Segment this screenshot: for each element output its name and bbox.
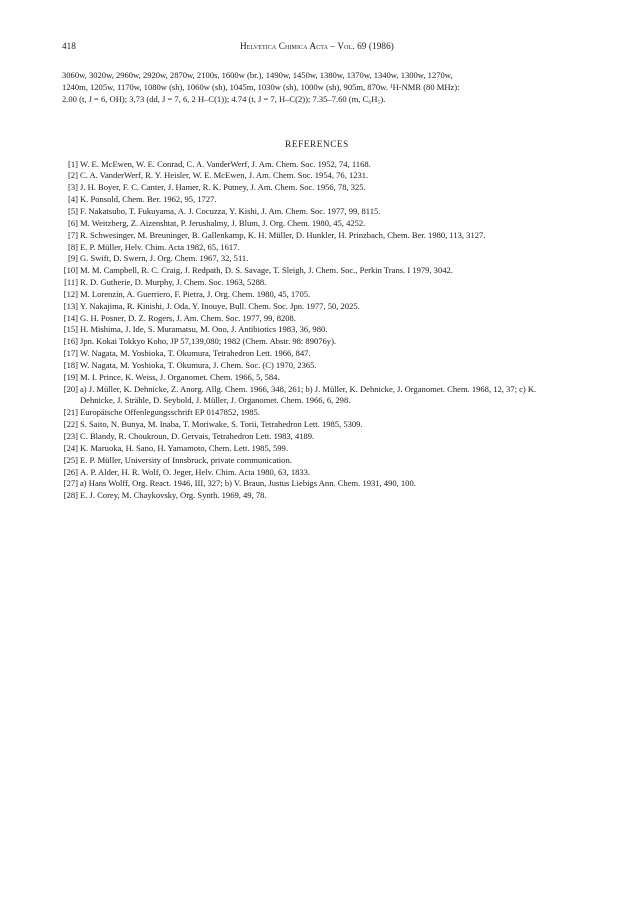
journal-page bbox=[62, 40, 572, 502]
reference-item bbox=[62, 419, 572, 431]
reference-number: [3] bbox=[68, 182, 78, 193]
reference-text: E. P. Müller, Helv. Chim. Acta 1982, 65, 1617. bbox=[80, 241, 240, 252]
page-header bbox=[62, 40, 572, 56]
reference-item bbox=[62, 277, 572, 289]
reference-number: [24] bbox=[63, 442, 78, 453]
reference-text: F. Nakatsubo, T. Fukuyama, A. J. Cocuzza, Y. Kishi, J. Am. Chem. Soc. 1977, 99, 8115. bbox=[80, 205, 381, 216]
reference-item bbox=[62, 265, 572, 277]
reference-item bbox=[62, 478, 572, 490]
reference-text: H. Mishima, J. Ide, S. Muramatsu, M. Ono, J. Antibiotics 1983, 36, 980. bbox=[80, 324, 328, 335]
reference-item bbox=[62, 242, 572, 254]
reference-number: [14] bbox=[63, 312, 78, 323]
reference-text: G. H. Posner, D. Z. Rogers, J. Am. Chem. Soc. 1977, 99, 8208. bbox=[80, 312, 296, 323]
reference-number: [12] bbox=[63, 288, 78, 299]
reference-number: [22] bbox=[63, 419, 78, 430]
reference-text: R. Schwesinger, M. Breuninger, B. Gallenkamp, K. H. Müller, D. Hunkler, H. Prinzbach, Chem. Ber. 1980, 113, 3127. bbox=[80, 229, 486, 240]
reference-number: [4] bbox=[68, 194, 78, 205]
spectral-data-paragraph bbox=[62, 69, 572, 106]
reference-text: E. J. Corey, M. Chaykovsky, Org. Synth. 1969, 49, 78. bbox=[80, 490, 267, 501]
reference-item bbox=[62, 170, 572, 182]
reference-item bbox=[62, 443, 572, 455]
reference-number: [28] bbox=[63, 490, 78, 501]
reference-number: [17] bbox=[63, 348, 78, 359]
reference-text: M. M. Campbell, R. C. Craig, J. Redpath, D. S. Savage, T. Sleigh, J. Chem. Soc., Perkin Trans. I 1979, 3042. bbox=[80, 265, 453, 276]
reference-number: [5] bbox=[68, 205, 78, 216]
reference-text: Y. Nakajima, R. Kinishi, J. Oda, Y. Inouye, Bull. Chem. Soc. Jpn. 1977, 50, 2025. bbox=[80, 300, 360, 311]
reference-number: [26] bbox=[63, 466, 78, 477]
reference-item bbox=[62, 253, 572, 265]
reference-item bbox=[62, 289, 572, 301]
reference-item bbox=[62, 455, 572, 467]
reference-number: [11] bbox=[64, 277, 78, 288]
reference-text: C. Blandy, R. Choukroun, D. Gervais, Tetrahedron Lett. 1983, 4189. bbox=[80, 431, 315, 442]
reference-text: K. Ponsold, Chem. Ber. 1962, 95, 1727. bbox=[80, 194, 217, 205]
reference-list bbox=[62, 159, 572, 502]
reference-text: W. E. McEwen, W. E. Conrad, C. A. VanderWerf, J. Am. Chem. Soc. 1952, 74, 1168. bbox=[80, 158, 371, 169]
reference-number: [23] bbox=[63, 431, 78, 442]
page-number: 418 bbox=[62, 41, 76, 51]
reference-item bbox=[62, 194, 572, 206]
reference-item bbox=[62, 372, 572, 384]
spectral-data-line: 2.00 (t, J = 6, OH); 3,73 (dd, J = 7, 6, 2 H–C(1)); 4.74 (t, J = 7, H–C(2)); 7.35–7.60 (m, C₆H₅). bbox=[62, 94, 386, 105]
reference-text: S. Saito, N. Bunya, M. Inaba, T. Moriwake, S. Torii, Tetrahedron Lett. 1985, 5309. bbox=[80, 419, 363, 430]
reference-item bbox=[62, 159, 572, 171]
reference-number: [19] bbox=[63, 371, 78, 382]
reference-number: [1] bbox=[68, 158, 78, 169]
reference-text: K. Maruoka, H. Sano, H. Yamamoto, Chem. Lett. 1985, 599. bbox=[80, 442, 288, 453]
reference-number: [2] bbox=[68, 170, 78, 181]
reference-number: [7] bbox=[68, 229, 78, 240]
reference-text: W. Nagata, M. Yoshioka, T. Okumura, J. Chem. Soc. (C) 1970, 2365. bbox=[80, 359, 317, 370]
reference-item bbox=[62, 218, 572, 230]
reference-item bbox=[62, 467, 572, 479]
reference-text: a) Hans Wolff, Org. React. 1946, III, 327; b) V. Braun, Justus Liebigs Ann. Chem. 1931, 490, 100. bbox=[80, 478, 416, 489]
reference-number: [21] bbox=[63, 407, 78, 418]
reference-item bbox=[62, 360, 572, 372]
reference-item bbox=[62, 206, 572, 218]
reference-item bbox=[62, 490, 572, 502]
reference-text: M. Weitzberg, Z. Aizenshtat, P. Jerushalmy, J. Blum, J. Org. Chem. 1980, 45, 4252. bbox=[80, 217, 366, 228]
reference-item bbox=[62, 431, 572, 443]
reference-item bbox=[62, 301, 572, 313]
reference-text: R. D. Gutherie, D. Murphy, J. Chem. Soc. 1963, 5288. bbox=[80, 277, 267, 288]
reference-text: Jpn. Kokai Tokkyo Koho, JP 57,139,080; 1982 (Chem. Abstr. 98: 89076y). bbox=[80, 336, 337, 347]
reference-item bbox=[62, 182, 572, 194]
reference-number: [15] bbox=[63, 324, 78, 335]
reference-item bbox=[62, 336, 572, 348]
reference-text: G. Swift, D. Swern, J. Org. Chem. 1967, 32, 511. bbox=[80, 253, 249, 264]
reference-item bbox=[62, 230, 572, 242]
reference-number: [10] bbox=[63, 265, 78, 276]
reference-number: [18] bbox=[63, 359, 78, 370]
reference-number: [25] bbox=[63, 454, 78, 465]
reference-text: M. Lorenzin, A. Guerriero, F. Pietra, J. Org. Chem. 1980, 45, 1705. bbox=[80, 288, 311, 299]
reference-number: [27] bbox=[63, 478, 78, 489]
reference-item bbox=[62, 348, 572, 360]
reference-number: [9] bbox=[68, 253, 78, 264]
reference-text: C. A. VanderWerf, R. Y. Heisler, W. E. McEwen, J. Am. Chem. Soc. 1954, 76, 1231. bbox=[80, 170, 369, 181]
reference-number: [20] bbox=[63, 383, 78, 394]
running-head: Helvetica Chimica Acta – Vol. 69 (1986) bbox=[240, 41, 394, 51]
reference-item bbox=[62, 384, 572, 408]
references-heading: REFERENCES bbox=[285, 138, 349, 149]
reference-text: W. Nagata, M. Yoshioka, T. Okumura, Tetrahedron Lett. 1966, 847. bbox=[80, 348, 311, 359]
reference-number: [13] bbox=[63, 300, 78, 311]
reference-text: A. P. Alder, H. R. Wolf, O. Jeger, Helv. Chim. Acta 1980, 63, 1833. bbox=[80, 466, 311, 477]
spectral-data-line: 1240m, 1205w, 1170w, 1080w (sh), 1060w (sh), 1045m, 1030w (sh), 1000w (sh), 905m, 870w. ¹H-NMR (80 MHz): bbox=[62, 82, 460, 93]
spectral-data-line: 3060w, 3020w, 2960w, 2920w, 2870w, 2100s, 1600w (br.), 1490w, 1450w, 1380w, 1370w, 1340w, 1300w, 1270w, bbox=[62, 70, 453, 80]
reference-item bbox=[62, 324, 572, 336]
reference-text: E. P. Müller, University of Innsbruck, private communication. bbox=[80, 454, 292, 465]
reference-number: [6] bbox=[68, 217, 78, 228]
reference-item bbox=[62, 313, 572, 325]
reference-text: M. I. Prince, K. Weiss, J. Organomet. Chem. 1966, 5, 584. bbox=[80, 371, 280, 382]
reference-text: a) J. Müller, K. Dehnicke, Z. Anorg. Allg. Chem. 1966, 348, 261; b) J. Müller, K. Dehnicke, J. Organomet. Chem. 1968, 12, 37; c) K. Dehnicke, J. Strähle, D. Seybold, J. Müller, J. Organomet. Chem. 1966, 6, 298. bbox=[80, 383, 537, 406]
reference-item bbox=[62, 407, 572, 419]
reference-number: [8] bbox=[68, 241, 78, 252]
reference-text: Europäische Offenlegungsschrift EP 0147852, 1985. bbox=[80, 407, 260, 418]
reference-number: [16] bbox=[63, 336, 78, 347]
reference-text: J. H. Boyer, F. C. Canter, J. Hamer, R. K. Putney, J. Am. Chem. Soc. 1956, 78, 325. bbox=[80, 182, 366, 193]
